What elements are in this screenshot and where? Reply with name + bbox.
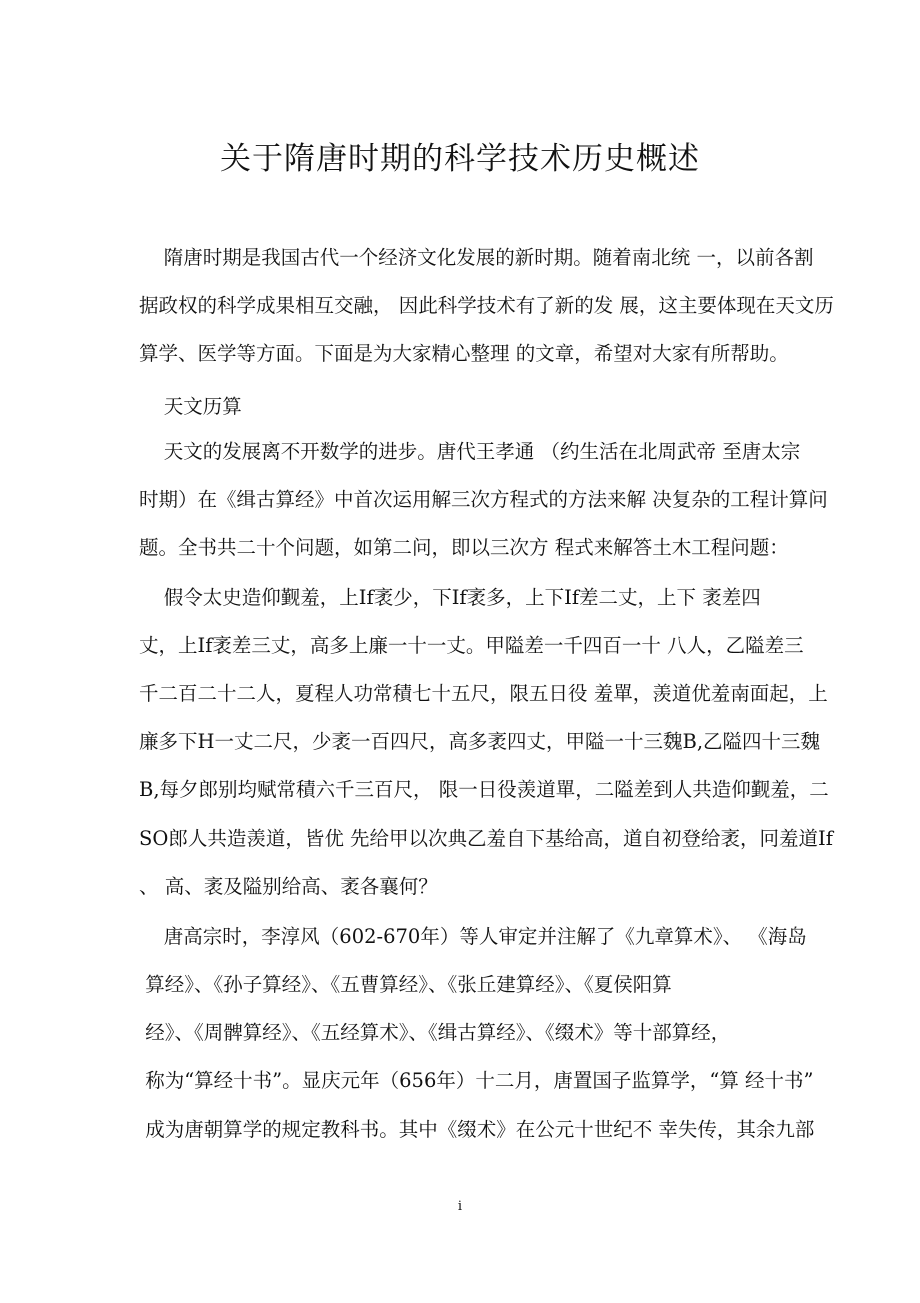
body-line: 算经》、《孙子算经》、《五曹算经》、《张丘建算经》、《夏侯阳算 [139, 973, 672, 996]
body-line: 成为唐朝算学的规定教科书。其中《缀术》在公元十世纪不 幸失传，其余九部 [139, 1118, 815, 1141]
body-line: 千二百二十二人，夏程人功常積七十五尺，限五日役 羞單，羡道优羞南面起，上 [139, 682, 828, 705]
page-number: i [457, 1199, 463, 1214]
body-line: 题。全书共二十个问题，如第二问，即以三次方 程式来解答土木工程问题： [139, 536, 789, 559]
body-line: 经》、《周髀算经》、《五经算术》、《缉古算经》、《缀术》等十部算经， [139, 1021, 731, 1044]
body-line: 据政权的科学成果相互交融， 因此科学技术有了新的发 展，这主要体现在天文历 [139, 294, 834, 317]
body-line: 廉多下H一丈二尺，少袤一百四尺，高多袤四丈，甲隘一十三魏B,乙隘四十三魏 [139, 730, 821, 753]
document-title: 关于隋唐时期的科学技术历史概述 [220, 141, 700, 177]
body-line: B,每夕郎别均赋常積六千三百尺， 限一日役羡道單，二隘差到人共造仰觐羞，二 [139, 778, 829, 801]
body-line: 唐高宗时，李淳风（602-670年）等人审定并注解了《九章算术》、 《海岛 [139, 925, 807, 948]
body-line: 假令太史造仰觐羞，上If袤少，下If袤多，上下If差二丈，上下 袤差四 [139, 586, 761, 609]
section-heading: 天文历算 [139, 395, 242, 418]
body-line: 隋唐时期是我国古代一个经济文化发展的新时期。随着南北统 一，以前各割 [139, 246, 814, 269]
body-line: 丈，上If袤差三丈，高多上廉一十一丈。甲隘差一千四百一十 八人，乙隘差三 [139, 634, 804, 657]
body-line: 、 高、袤及隘别给高、袤各襄何？ [139, 875, 438, 898]
body-line: SO郎人共造羡道，皆优 先给甲以次典乙羞自下基给高，道自初登给袤，冋羞道If [139, 827, 833, 850]
body-line: 算学、医学等方面。下面是为大家精心整理 的文章，希望对大家有所帮助。 [139, 342, 789, 365]
body-line: 称为“算经十书”。显庆元年（656年）十二月，唐置国子监算学，“算 经十书” [139, 1069, 814, 1092]
body-line: 天文的发展离不开数学的进步。唐代王孝通 （约生活在北周武帝 至唐太宗 [139, 440, 801, 463]
body-line: 时期）在《缉古算经》中首次运用解三次方程式的方法来解 决复杂的工程计算问 [139, 488, 828, 511]
